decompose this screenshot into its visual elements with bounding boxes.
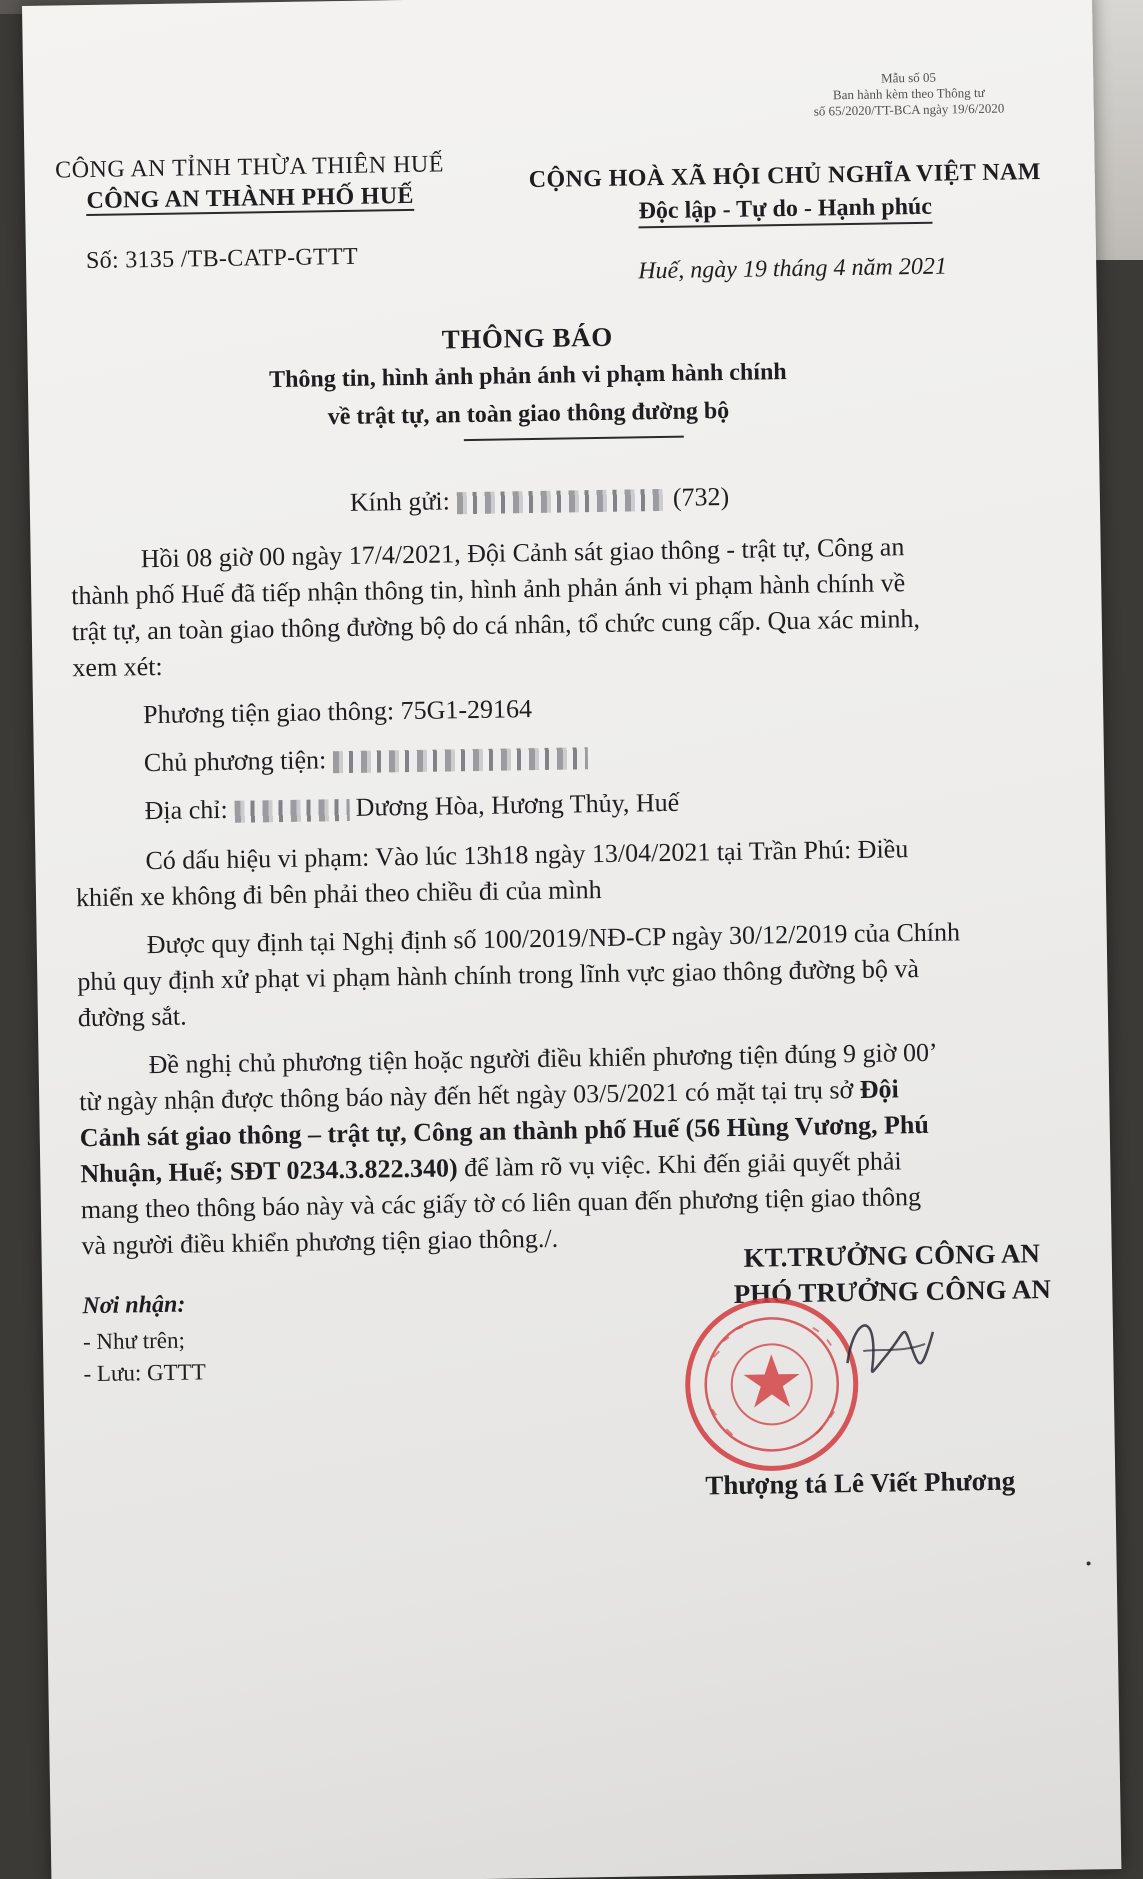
nation-name: CỘNG HOÀ XÃ HỘI CHỦ NGHĨA VIỆT NAM <box>528 159 1041 194</box>
regulation-line-2: phủ quy định xử phạt vi phạm hành chính trong lĩnh vực giao thông đường bộ và <box>77 954 920 997</box>
violation-line-2: khiển xe không đi bên phải theo chiều đi của mình <box>75 875 602 913</box>
redacted-recipient <box>456 489 666 514</box>
document-page <box>22 0 1121 1879</box>
agency-name-wrap <box>35 180 465 218</box>
agency-name: CÔNG AN THÀNH PHỐ HUẾ <box>86 182 414 215</box>
issuing-agency <box>34 149 465 218</box>
cc-item: - Lưu: GTTT <box>83 1359 206 1387</box>
place-date: Huế, ngày 19 tháng 4 năm 2021 <box>638 253 948 285</box>
vehicle-plate: 75G1-29164 <box>400 694 533 726</box>
redacted-address <box>234 799 349 823</box>
cc-item: - Như trên; <box>82 1327 186 1355</box>
national-heading <box>495 155 1076 230</box>
title-rule <box>464 436 684 441</box>
intro-line-3: trật tự, an toàn giao thông đường bộ do cá nhân, tổ chức cung cấp. Qua xác minh, <box>71 603 921 647</box>
request-line-2-bold: Đội <box>859 1074 899 1104</box>
recipient-suffix: (732) <box>672 481 730 512</box>
redacted-owner-name <box>333 747 588 773</box>
document-subtitle-1: Thông tin, hình ảnh phản ánh vi phạm hành chính <box>268 359 787 394</box>
request-line-1: Đề nghị chủ phương tiện hoặc người điều khiển phương tiện đúng 9 giờ 00’ <box>148 1037 938 1080</box>
request-line-3: Cảnh sát giao thông – trật tự, Công an thành phố Huế (56 Hùng Vương, Phú <box>79 1109 930 1153</box>
form-number-circular: số 65/2020/TT-BCA ngày 19/6/2020 <box>813 100 1005 119</box>
vehicle-line <box>143 692 532 732</box>
document-title: THÔNG BÁO <box>441 321 614 355</box>
request-line-6: và người điều khiển phương tiện giao thông./. <box>81 1223 559 1261</box>
intro-line-1: Hồi 08 giờ 00 ngày 17/4/2021, Đội Cảnh sát giao thông - trật tự, Công an <box>140 532 905 574</box>
violation-line-1: Có dấu hiệu vi phạm: Vào lúc 13h18 ngày 13/04/2021 tại Trần Phú: Điều <box>145 834 909 876</box>
form-number-note <box>813 69 1004 120</box>
handwritten-signature-icon <box>832 1302 943 1394</box>
intro-line-4: xem xét: <box>72 651 163 683</box>
request-line-5: mang theo thông báo này và các giấy tờ có liên quan đến phương tiện giao thông <box>80 1182 922 1225</box>
request-line-4-text: để làm rõ vụ việc. Khi đến giải quyết phải <box>463 1146 902 1183</box>
agency-parent: CÔNG AN TỈNH THỪA THIÊN HUẾ <box>54 151 445 184</box>
regulation-line-3: đường sắt. <box>77 1001 187 1033</box>
document-subtitle-2: về trật tự, an toàn giao thông đường bộ <box>327 397 730 431</box>
recipient-label: Kính gửi: <box>349 486 451 517</box>
cc-title: Nơi nhận: <box>82 1291 186 1320</box>
intro-line-2: thành phố Huế đã tiếp nhận thông tin, hình ảnh phản ánh vi phạm hành chính về <box>71 568 906 611</box>
ink-dot <box>1087 1561 1091 1565</box>
regulation-line-1: Được quy định tại Nghị định số 100/2019/NĐ-CP ngày 30/12/2019 của Chính <box>146 917 961 960</box>
recipient-line <box>350 482 730 518</box>
request-line-4-bold: Nhuận, Huế; SĐT 0234.3.822.340) <box>80 1153 458 1189</box>
signer-name: Thượng tá Lê Viết Phương <box>705 1465 1016 1501</box>
form-number-issuance: Ban hành kèm theo Thông tư <box>832 84 985 103</box>
request-line-2-text: từ ngày nhận được thông báo này đến hết ngày 03/5/2021 có mặt tại trụ sở <box>78 1075 854 1117</box>
owner-label: Chủ phương tiện: <box>143 745 327 778</box>
vehicle-label: Phương tiện giao thông: <box>142 696 395 730</box>
nation-motto: Độc lập - Tự do - Hạnh phúc <box>638 194 932 229</box>
address-label: Địa chỉ: <box>144 794 228 826</box>
address-value: Dương Hòa, Hương Thủy, Huế <box>355 787 680 822</box>
owner-line <box>144 739 588 780</box>
form-number-line: Mẫu số 05 <box>880 69 937 86</box>
signature-position: PHÓ TRƯỞNG CÔNG AN <box>733 1273 1052 1309</box>
signature-authority: KT.TRƯỞNG CÔNG AN <box>743 1238 1041 1273</box>
document-number: Số: 3135 /TB-CATP-GTTT <box>85 243 359 275</box>
address-line <box>144 786 679 828</box>
